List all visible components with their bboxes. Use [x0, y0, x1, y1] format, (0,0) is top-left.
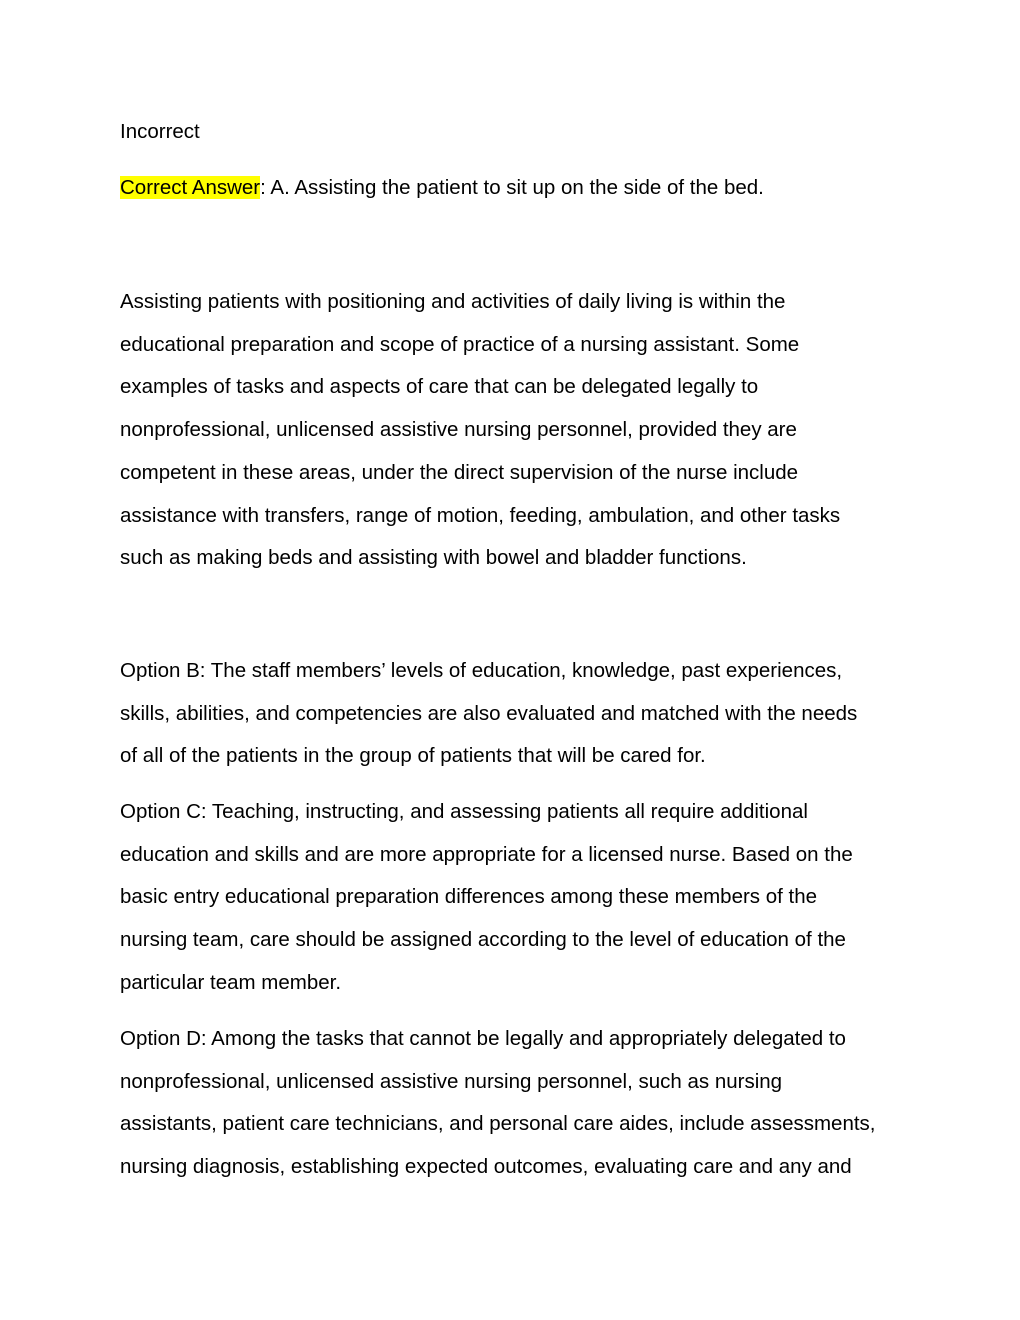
- paragraph-line: particular team member.: [120, 970, 342, 994]
- paragraph-line: assistants, patient care technicians, and personal care aides, include assessments,: [120, 1112, 876, 1136]
- correct-answer-text: : A. Assisting the patient to sit up on the side of the bed.: [260, 176, 764, 199]
- paragraph-line: nursing diagnosis, establishing expected outcomes, evaluating care and any and: [120, 1155, 852, 1179]
- paragraph-line: Assisting patients with positioning and activities of daily living is within the: [120, 290, 786, 313]
- paragraph-line: assistance with transfers, range of motion, feeding, ambulation, and other tasks: [120, 503, 841, 527]
- paragraph-line: competent in these areas, under the direct supervision of the nurse include: [120, 460, 799, 484]
- paragraph-line: nursing team, care should be assigned according to the level of education of the: [120, 928, 846, 952]
- option-d-paragraph: [120, 1018, 876, 1189]
- paragraph-line: skills, abilities, and competencies are also evaluated and matched with the needs: [120, 701, 858, 725]
- paragraph-line: Option C: Teaching, instructing, and assessing patients all require additional: [120, 800, 808, 823]
- paragraph-line: basic entry educational preparation differences among these members of the: [120, 885, 818, 909]
- option-c-paragraph: [120, 791, 853, 1005]
- correct-answer-label: Correct Answer: [120, 176, 261, 199]
- paragraph-line: Option D: Among the tasks that cannot be legally and appropriately delegated to: [120, 1027, 846, 1050]
- paragraph-line: nonprofessional, unlicensed assistive nursing personnel, provided they are: [120, 418, 797, 442]
- option-b-paragraph: [120, 650, 857, 778]
- rationale-paragraph: [120, 281, 840, 580]
- correct-answer-line: [120, 174, 900, 202]
- paragraph-line: educational preparation and scope of practice of a nursing assistant. Some: [120, 332, 800, 356]
- document-body: [120, 118, 900, 1179]
- paragraph-line: such as making beds and assisting with bowel and bladder functions.: [120, 546, 747, 570]
- paragraph-line: education and skills and are more appropriate for a licensed nurse. Based on the: [120, 842, 853, 866]
- paragraph-line: Option B: The staff members’ levels of education, knowledge, past experiences,: [120, 659, 843, 682]
- paragraph-line: of all of the patients in the group of patients that will be cared for.: [120, 744, 706, 768]
- answer-status: Incorrect: [120, 120, 200, 143]
- paragraph-line: examples of tasks and aspects of care that can be delegated legally to: [120, 375, 759, 399]
- paragraph-line: nonprofessional, unlicensed assistive nursing personnel, such as nursing: [120, 1069, 783, 1093]
